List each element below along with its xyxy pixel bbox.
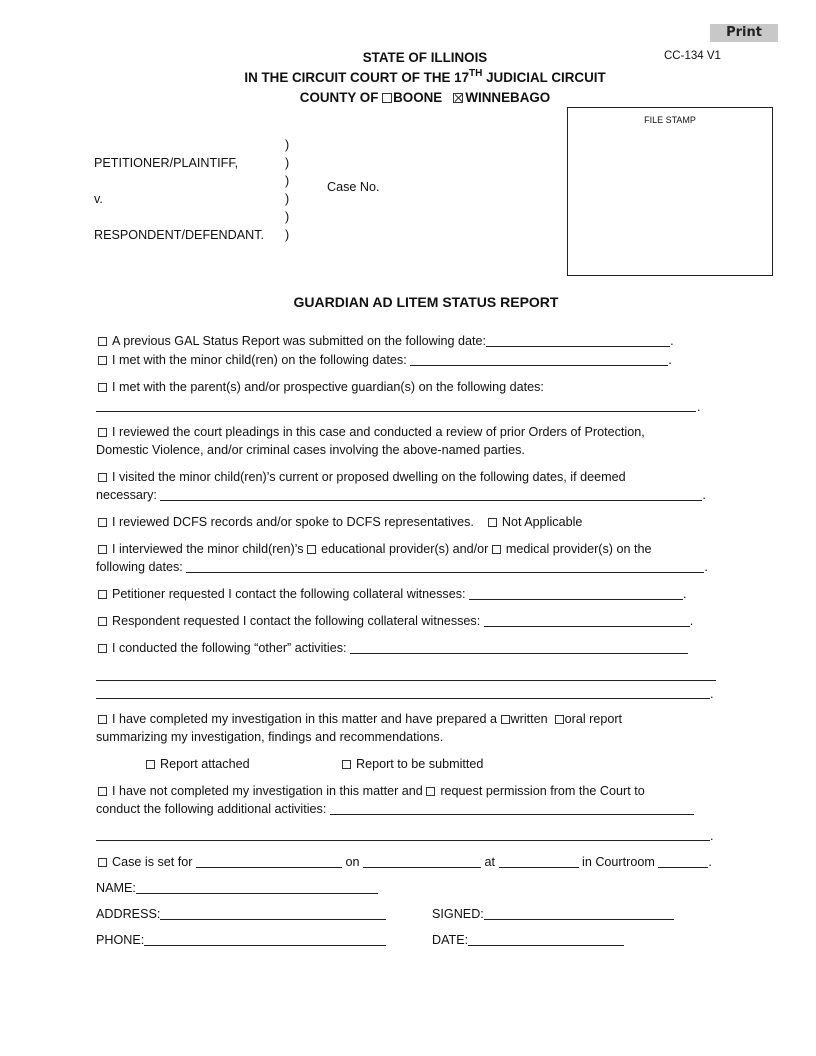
- caption-paren: ): [285, 156, 290, 170]
- not-completed-row: I have not completed my investigation in this matter and request permission from the Court to: [98, 784, 645, 798]
- caption-paren: ): [285, 192, 290, 206]
- name-row: NAME:: [96, 881, 378, 895]
- interviewed-row: I interviewed the minor child(ren)’s educational provider(s) and/or medical provider(s) on the: [98, 542, 651, 556]
- caption-paren: ): [285, 174, 290, 188]
- visited-row-cont: necessary: .: [96, 488, 706, 502]
- caption-paren: ): [285, 138, 290, 152]
- signed-field[interactable]: [484, 907, 674, 920]
- header-state: STATE OF ILLINOIS: [362, 50, 488, 65]
- written-report-checkbox[interactable]: [501, 715, 510, 724]
- reviewed-checkbox[interactable]: [98, 428, 107, 437]
- period: .: [710, 687, 714, 701]
- other-field-line-3[interactable]: [96, 698, 710, 699]
- visited-checkbox[interactable]: [98, 473, 107, 482]
- winnebago-checkbox[interactable]: [453, 93, 463, 103]
- print-button[interactable]: Print: [710, 24, 778, 42]
- phone-row: PHONE:: [96, 933, 386, 947]
- respondent-label: RESPONDENT/DEFENDANT.: [94, 228, 265, 242]
- dcfs-checkbox[interactable]: [98, 518, 107, 527]
- respondent-req-field[interactable]: [484, 614, 690, 627]
- reviewed-row-cont: Domestic Violence, and/or criminal cases involving the above-named parties.: [96, 443, 525, 457]
- period: .: [697, 400, 701, 414]
- met-child-row: I met with the minor child(ren) on the following dates: .: [98, 353, 672, 367]
- page-title: GUARDIAN AD LITEM STATUS REPORT: [293, 294, 559, 310]
- prev-report-checkbox[interactable]: [98, 337, 107, 346]
- prev-report-row: A previous GAL Status Report was submitted on the following date: .: [98, 334, 674, 348]
- header-court: IN THE CIRCUIT COURT OF THE 17TH JUDICIAL CIRCUIT: [244, 68, 606, 85]
- interviewed-checkbox[interactable]: [98, 545, 107, 554]
- caption-paren: ): [285, 210, 290, 224]
- respondent-req-row: Respondent requested I contact the following collateral witnesses: .: [98, 614, 693, 628]
- other-checkbox[interactable]: [98, 644, 107, 653]
- reviewed-row: I reviewed the court pleadings in this case and conducted a review of prior Orders of Protection,: [98, 425, 645, 439]
- visited-field[interactable]: [160, 488, 702, 501]
- on-date-field[interactable]: [363, 855, 481, 868]
- not-completed-checkbox[interactable]: [98, 787, 107, 796]
- set-for-field[interactable]: [196, 855, 342, 868]
- not-applicable-checkbox[interactable]: [488, 518, 497, 527]
- header-county: COUNTY OF BOONE WINNEBAGO: [299, 90, 551, 105]
- phone-field[interactable]: [144, 933, 386, 946]
- met-parent-row: I met with the parent(s) and/or prospective guardian(s) on the following dates:: [98, 380, 544, 394]
- other-row: I conducted the following “other” activities:: [98, 641, 688, 655]
- boone-checkbox[interactable]: [382, 93, 392, 103]
- signed-row: SIGNED:: [432, 907, 674, 921]
- address-field[interactable]: [160, 907, 386, 920]
- file-stamp-box: [567, 107, 773, 276]
- name-field[interactable]: [136, 881, 378, 894]
- request-permission-checkbox[interactable]: [426, 787, 435, 796]
- petitioner-req-field[interactable]: [469, 587, 683, 600]
- additional-activities-field[interactable]: [330, 802, 694, 815]
- report-submitted-checkbox[interactable]: [342, 760, 351, 769]
- visited-row: I visited the minor child(ren)’s current or proposed dwelling on the following dates, if deemed: [98, 470, 626, 484]
- petitioner-req-row: Petitioner requested I contact the following collateral witnesses: .: [98, 587, 687, 601]
- file-stamp-label: FILE STAMP: [644, 115, 696, 125]
- interviewed-row-cont: following dates: .: [96, 560, 708, 574]
- petitioner-label: PETITIONER/PLAINTIFF,: [94, 156, 239, 170]
- period: .: [710, 829, 714, 843]
- date-row: DATE:: [432, 933, 624, 947]
- oral-report-checkbox[interactable]: [555, 715, 564, 724]
- medical-provider-checkbox[interactable]: [492, 545, 501, 554]
- petitioner-req-checkbox[interactable]: [98, 590, 107, 599]
- met-parent-field[interactable]: [96, 411, 696, 412]
- met-parent-checkbox[interactable]: [98, 383, 107, 392]
- educational-provider-checkbox[interactable]: [307, 545, 316, 554]
- prev-report-field[interactable]: [486, 334, 670, 347]
- report-attached-checkbox[interactable]: [146, 760, 155, 769]
- dcfs-row: I reviewed DCFS records and/or spoke to DCFS representatives. Not Applicable: [98, 515, 582, 529]
- not-completed-row-cont: conduct the following additional activities:: [96, 802, 694, 816]
- case-no-label: Case No.: [327, 180, 380, 194]
- met-child-field[interactable]: [410, 353, 668, 366]
- other-field-line-2[interactable]: [96, 680, 716, 681]
- completed-row-cont: summarizing my investigation, findings and recommendations.: [96, 730, 444, 744]
- caption-paren: ): [285, 228, 290, 242]
- interviewed-field[interactable]: [186, 560, 704, 573]
- additional-activities-line-2[interactable]: [96, 840, 710, 841]
- respondent-req-checkbox[interactable]: [98, 617, 107, 626]
- case-set-checkbox[interactable]: [98, 858, 107, 867]
- met-child-checkbox[interactable]: [98, 356, 107, 365]
- form-number: CC-134 V1: [664, 50, 721, 62]
- completed-row: I have completed my investigation in this matter and have prepared a written oral report: [98, 712, 622, 726]
- completed-checkbox[interactable]: [98, 715, 107, 724]
- other-field[interactable]: [350, 641, 688, 654]
- date-field[interactable]: [468, 933, 624, 946]
- report-attached-option: Report attached: [146, 757, 250, 771]
- address-row: ADDRESS:: [96, 907, 386, 921]
- report-submitted-option: Report to be submitted: [342, 757, 483, 771]
- versus-label: v.: [94, 192, 103, 206]
- at-time-field[interactable]: [499, 855, 579, 868]
- case-set-row: Case is set for on at in Courtroom .: [98, 855, 712, 869]
- courtroom-field[interactable]: [658, 855, 708, 868]
